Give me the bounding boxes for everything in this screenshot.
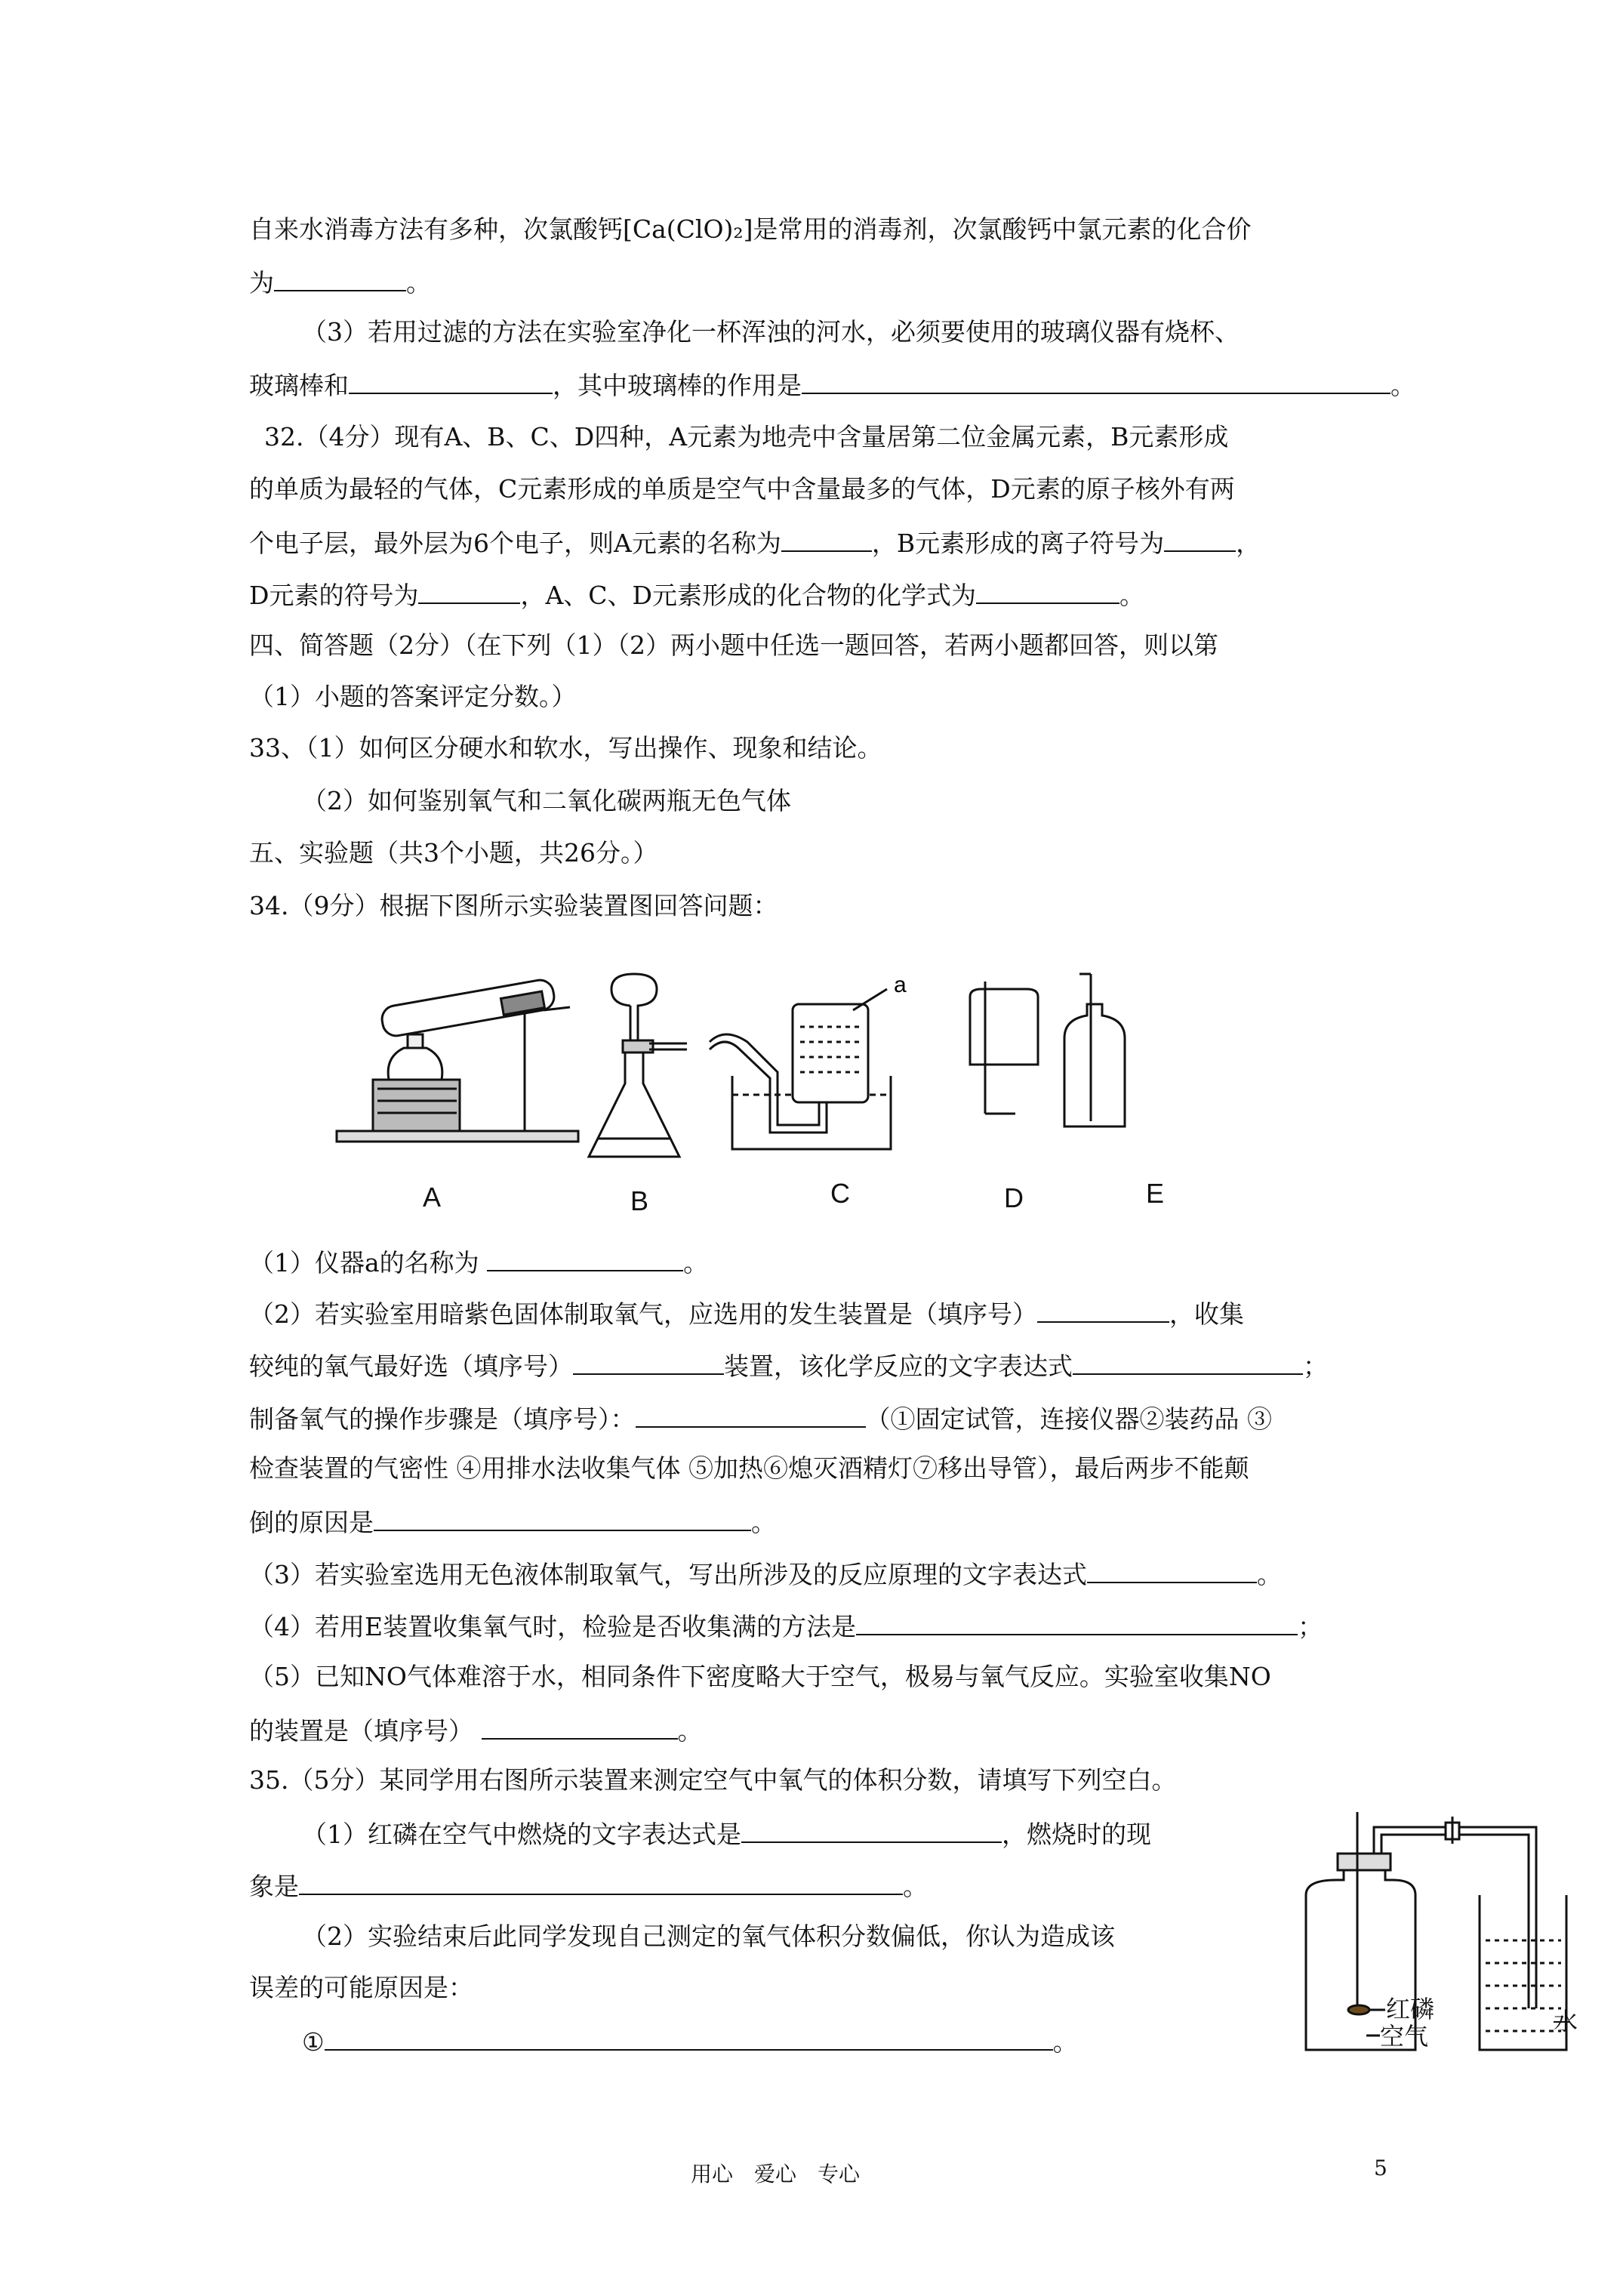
label-red-phosphorus: 红磷 [1386, 1996, 1435, 2023]
caption-a: A [423, 1182, 442, 1213]
text-fragment: 。 [1119, 581, 1145, 610]
text-fragment: （①固定试管，连接仪器②装药品 ③ [865, 1404, 1272, 1434]
text-fragment: ，收集 [1169, 1299, 1244, 1329]
caption-e: E [1146, 1178, 1165, 1209]
answer-blank[interactable] [418, 577, 520, 604]
text-line: （5）已知NO气体难溶于水，相同条件下密度略大于空气，极易与氧气反应。实验室收集NO [249, 1662, 1271, 1691]
text-fragment: ① [302, 2027, 325, 2057]
text-line [249, 1868, 928, 1903]
text-line [249, 1348, 1328, 1383]
text-line [249, 1401, 1272, 1436]
label-a: a [894, 972, 907, 997]
answer-blank[interactable] [781, 525, 872, 552]
text-line [249, 525, 1261, 560]
text-line: 35.（5分）某同学用右图所示装置来测定空气中氧气的体积分数，请填写下列空白。 [249, 1765, 1177, 1795]
answer-blank[interactable] [349, 367, 553, 394]
text-fragment: 制备氧气的操作步骤是（填序号）： [249, 1404, 636, 1434]
text-line [249, 1556, 1282, 1592]
text-fragment: 。 [751, 1508, 776, 1537]
text-fragment: 装置，该化学反应的文字表达式 [724, 1351, 1073, 1381]
text-fragment: ； [1303, 1351, 1328, 1381]
text-line: （2）如何鉴别氧气和二氧化碳两瓶无色气体 [302, 786, 791, 815]
answer-blank[interactable] [636, 1401, 866, 1428]
answer-blank[interactable] [1087, 1556, 1257, 1583]
text-line [302, 1816, 1151, 1851]
apparatus-e [1064, 974, 1125, 1126]
text-line [249, 1712, 703, 1748]
text-fragment: 。 [677, 1716, 703, 1746]
answer-blank[interactable] [274, 264, 406, 291]
text-fragment: 玻璃棒和 [249, 371, 349, 400]
answer-blank[interactable] [1037, 1296, 1169, 1323]
text-line: 四、简答题（2分）（在下列（1）（2）两小题中任选一题回答，若两小题都回答，则以第 [249, 630, 1218, 660]
answer-blank[interactable] [741, 1816, 1002, 1843]
apparatus-c [710, 989, 891, 1149]
text-fragment: 个电子层，最外层为6个电子，则A元素的名称为 [249, 529, 781, 558]
text-fragment: 。 [683, 1248, 709, 1277]
answer-blank[interactable] [573, 1348, 724, 1375]
answer-blank[interactable] [802, 367, 1390, 394]
text-line [249, 367, 1415, 402]
answer-blank[interactable] [325, 2023, 1053, 2051]
page-number: 5 [1374, 2156, 1387, 2180]
label-water: 水 [1553, 2008, 1578, 2035]
text-line: （2）实验结束后此同学发现自己测定的氧气体积分数偏低，你认为造成该 [302, 1922, 1115, 1951]
text-fragment: 为 [249, 268, 274, 297]
label-air: 空气 [1380, 2023, 1429, 2050]
caption-d: D [1004, 1182, 1024, 1213]
text-line: 自来水消毒方法有多种，次氯酸钙[Ca(ClO)₂]是常用的消毒剂，次氯酸钙中氯元素的化合价 [249, 214, 1252, 244]
answer-blank[interactable] [487, 1244, 683, 1271]
caption-b: B [630, 1185, 649, 1216]
text-fragment: ，A、C、D元素形成的化合物的化学式为 [520, 581, 977, 610]
text-line: 34.（9分）根据下图所示实验装置图回答问题： [249, 891, 778, 920]
text-line: 的单质为最轻的气体，C元素形成的单质是空气中含量最多的气体，D元素的原子核外有两 [249, 474, 1235, 504]
text-line [249, 264, 431, 300]
apparatus-a [337, 978, 578, 1142]
text-line: 检查装置的气密性 ④用排水法收集气体 ⑤加热⑥熄灭酒精灯⑦移出导管），最后两步不能颠 [249, 1453, 1249, 1483]
text-line: （3）若用过滤的方法在实验室净化一杯浑浊的河水，必须要使用的玻璃仪器有烧杯、 [302, 317, 1240, 347]
text-line: 误差的可能原因是： [249, 1973, 473, 2002]
text-line [249, 577, 1144, 612]
text-fragment: 较纯的氧气最好选（填序号） [249, 1351, 573, 1381]
caption-c: C [830, 1178, 850, 1209]
text-fragment: D元素的符号为 [249, 581, 419, 610]
text-line: （1）小题的答案评定分数。） [249, 682, 577, 711]
answer-blank[interactable] [482, 1712, 678, 1740]
answer-blank[interactable] [374, 1504, 751, 1531]
footer-motto: 用心 爱心 专心 [691, 2162, 861, 2187]
text-fragment: 。 [903, 1872, 928, 1901]
oxygen-volume-figure [1291, 1812, 1578, 2061]
text-fragment: ， [1236, 529, 1261, 558]
text-line [302, 2023, 1078, 2059]
text-fragment: （3）若实验室选用无色液体制取氧气，写出所涉及的反应原理的文字表达式 [249, 1560, 1087, 1589]
answer-blank[interactable] [856, 1608, 1298, 1635]
answer-blank[interactable] [976, 577, 1119, 604]
text-fragment: 象是 [249, 1872, 299, 1901]
text-fragment: （1）仪器a的名称为 [249, 1248, 479, 1277]
text-fragment: 。 [1390, 371, 1415, 400]
apparatus-b [589, 974, 687, 1157]
text-fragment: ； [1298, 1612, 1323, 1641]
apparatus-d [970, 982, 1038, 1114]
text-fragment: 的装置是（填序号） [249, 1716, 473, 1746]
text-line: 五、实验题（共3个小题，共26分。） [249, 838, 658, 868]
text-line [249, 1244, 708, 1280]
text-fragment: ，B元素形成的离子符号为 [871, 529, 1165, 558]
answer-blank[interactable] [1073, 1348, 1303, 1375]
text-fragment: 。 [1257, 1560, 1282, 1589]
text-line [249, 1296, 1244, 1331]
answer-blank[interactable] [299, 1868, 903, 1895]
text-fragment: 。 [1052, 2027, 1078, 2057]
text-line [249, 1504, 776, 1539]
text-fragment: ，燃烧时的现 [1002, 1820, 1151, 1849]
text-line: 33、（1）如何区分硬水和软水，写出操作、现象和结论。 [249, 733, 882, 763]
text-fragment: （1）红磷在空气中燃烧的文字表达式是 [302, 1820, 741, 1849]
text-fragment: ，其中玻璃棒的作用是 [553, 371, 802, 400]
answer-blank[interactable] [1164, 525, 1236, 552]
text-line [249, 1608, 1323, 1644]
text-fragment: 。 [406, 268, 431, 297]
text-fragment: （2）若实验室用暗紫色固体制取氧气，应选用的发生装置是（填序号） [249, 1299, 1037, 1329]
text-fragment: 倒的原因是 [249, 1508, 374, 1537]
text-fragment: （4）若用E装置收集氧气时，检验是否收集满的方法是 [249, 1612, 857, 1641]
text-line: 32.（4分）现有A、B、C、D四种，A元素为地壳中含量居第二位金属元素，B元素形成 [264, 422, 1229, 451]
